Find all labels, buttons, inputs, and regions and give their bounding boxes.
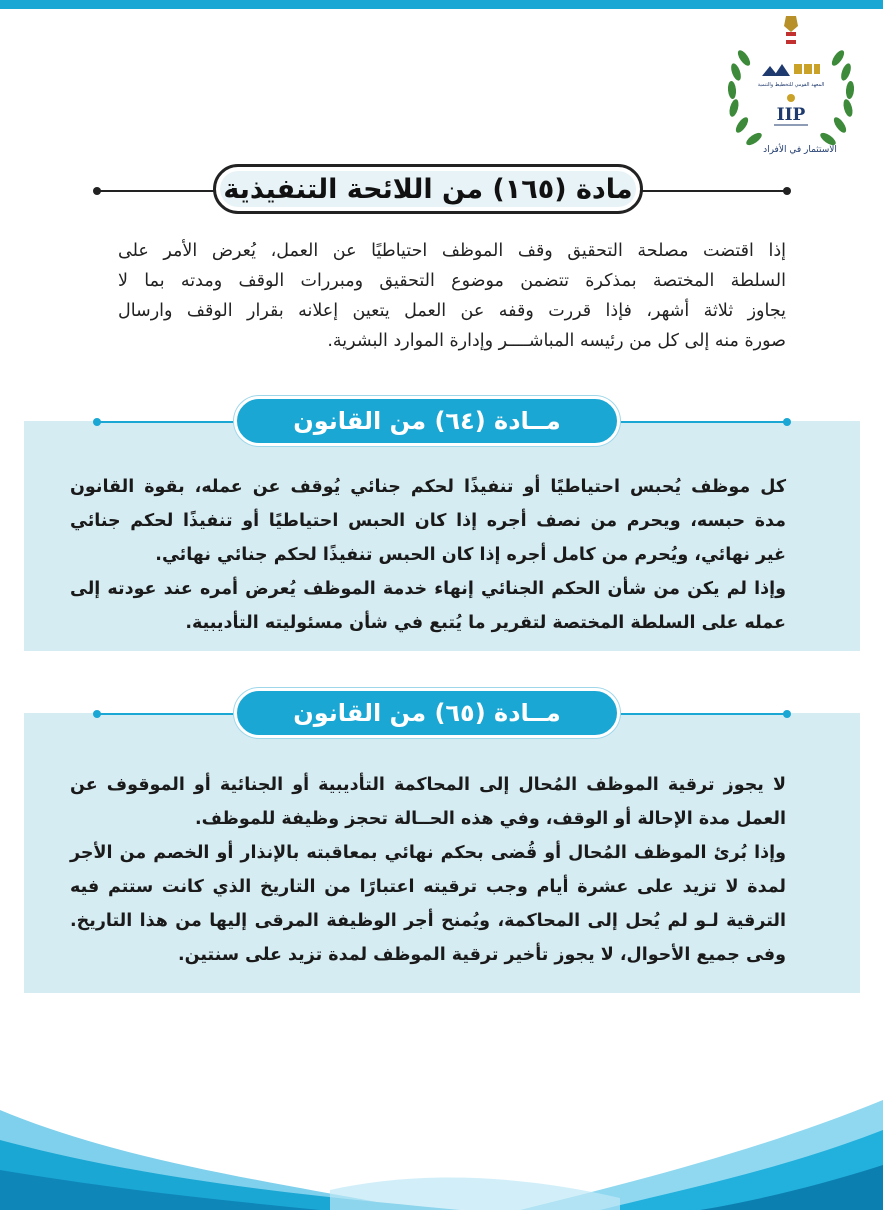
logo-bottom-text: الاستثمار في الأفراد: [763, 145, 837, 155]
panel-rule-left: [96, 421, 236, 423]
body-line: صورة منه إلى كل من رئيسه المباشــــر وإدارة الموارد البشرية.: [327, 331, 786, 351]
section-65-title: مــادة (٦٥) من القانون: [293, 699, 561, 727]
panel-rule-right: [618, 713, 788, 715]
laurel-emblem-icon: [722, 12, 860, 162]
panel-rule-right: [618, 421, 788, 423]
body-line: كل موظف يُحبس احتياطيًا أو تنفيذًا لحكم جنائي يُوقف عن عمله، بقوة القانون: [70, 477, 786, 497]
section-64-title-box: [234, 396, 620, 446]
section-65-title-box: [234, 688, 620, 738]
section-165-title-box: [213, 164, 643, 214]
heading-rule-right: [640, 190, 788, 192]
body-line: الترقية لـو لم يُحل إلى المحاكمة، ويُمنح أجر الوظيفة المرقى إليها من هذا التاريخ.: [70, 911, 786, 931]
top-accent-bar: [0, 0, 883, 9]
body-line: غير نهائي، ويُحرم من كامل أجره إذا كان الحبس تنفيذًا لحكم جنائي نهائي.: [155, 545, 786, 565]
panel-rule-left: [96, 713, 236, 715]
section-165-body: [118, 236, 786, 356]
wave-decoration: [0, 1070, 883, 1210]
section-165-title: مادة (١٦٥) من اللائحة التنفيذية: [223, 173, 633, 205]
iip-logo: [722, 12, 860, 162]
section-64-title: مــادة (٦٤) من القانون: [293, 407, 561, 435]
heading-rule-left: [96, 190, 216, 192]
body-line: وفى جميع الأحوال، لا يجوز تأخير ترقية الموظف لمدة تزيد على سنتين.: [178, 945, 786, 965]
body-line: إذا اقتضت مصلحة التحقيق وقف الموظف احتياطيًا عن العمل، يُعرض الأمر على: [118, 241, 786, 261]
logo-name: IIP: [776, 105, 806, 125]
section-65-body: [70, 768, 786, 972]
body-line: وإذا بُرئ الموظف المُحال أو قُضى بحكم نهائي بمعاقبته بالإنذار أو الخصم من الأجر: [70, 843, 786, 863]
body-line: يجاوز ثلاثة أشهر، فإذا قررت وقفه عن العمل يتعين إعلانه بقرار الوقف وارسال: [118, 301, 786, 321]
body-line: السلطة المختصة بمذكرة تتضمن موضوع التحقيق ومبررات الوقف ومدته بما لا: [118, 271, 786, 291]
body-line: العمل مدة الإحالة أو الوقف، وفي هذه الحــالة تحجز وظيفة للموظف.: [194, 809, 786, 829]
body-line: لا يجوز ترقية الموظف المُحال إلى المحاكمة التأديبية أو الجنائية أو الموقوف عن: [70, 775, 786, 795]
logo-top-text: المعهد القومي للتخطيط والتنمية: [757, 82, 825, 88]
section-64-body: [70, 470, 786, 640]
body-line: وإذا لم يكن من شأن الحكم الجنائي إنهاء خدمة الموظف يُعرض أمره عند عودته إلى: [70, 579, 786, 599]
body-line: عمله على السلطة المختصة لتقرير ما يُتبع في شأن مسئوليته التأديبية.: [185, 613, 786, 633]
body-line: مدة حبسه، ويحرم من نصف أجره إذا كان الحبس احتياطيًا أو تنفيذًا لحكم جنائي: [70, 511, 786, 531]
body-line: لمدة لا تزيد على عشرة أيام وجب ترقيته اعتبارًا من التاريخ الذي كانت ستتم فيه: [70, 877, 786, 897]
